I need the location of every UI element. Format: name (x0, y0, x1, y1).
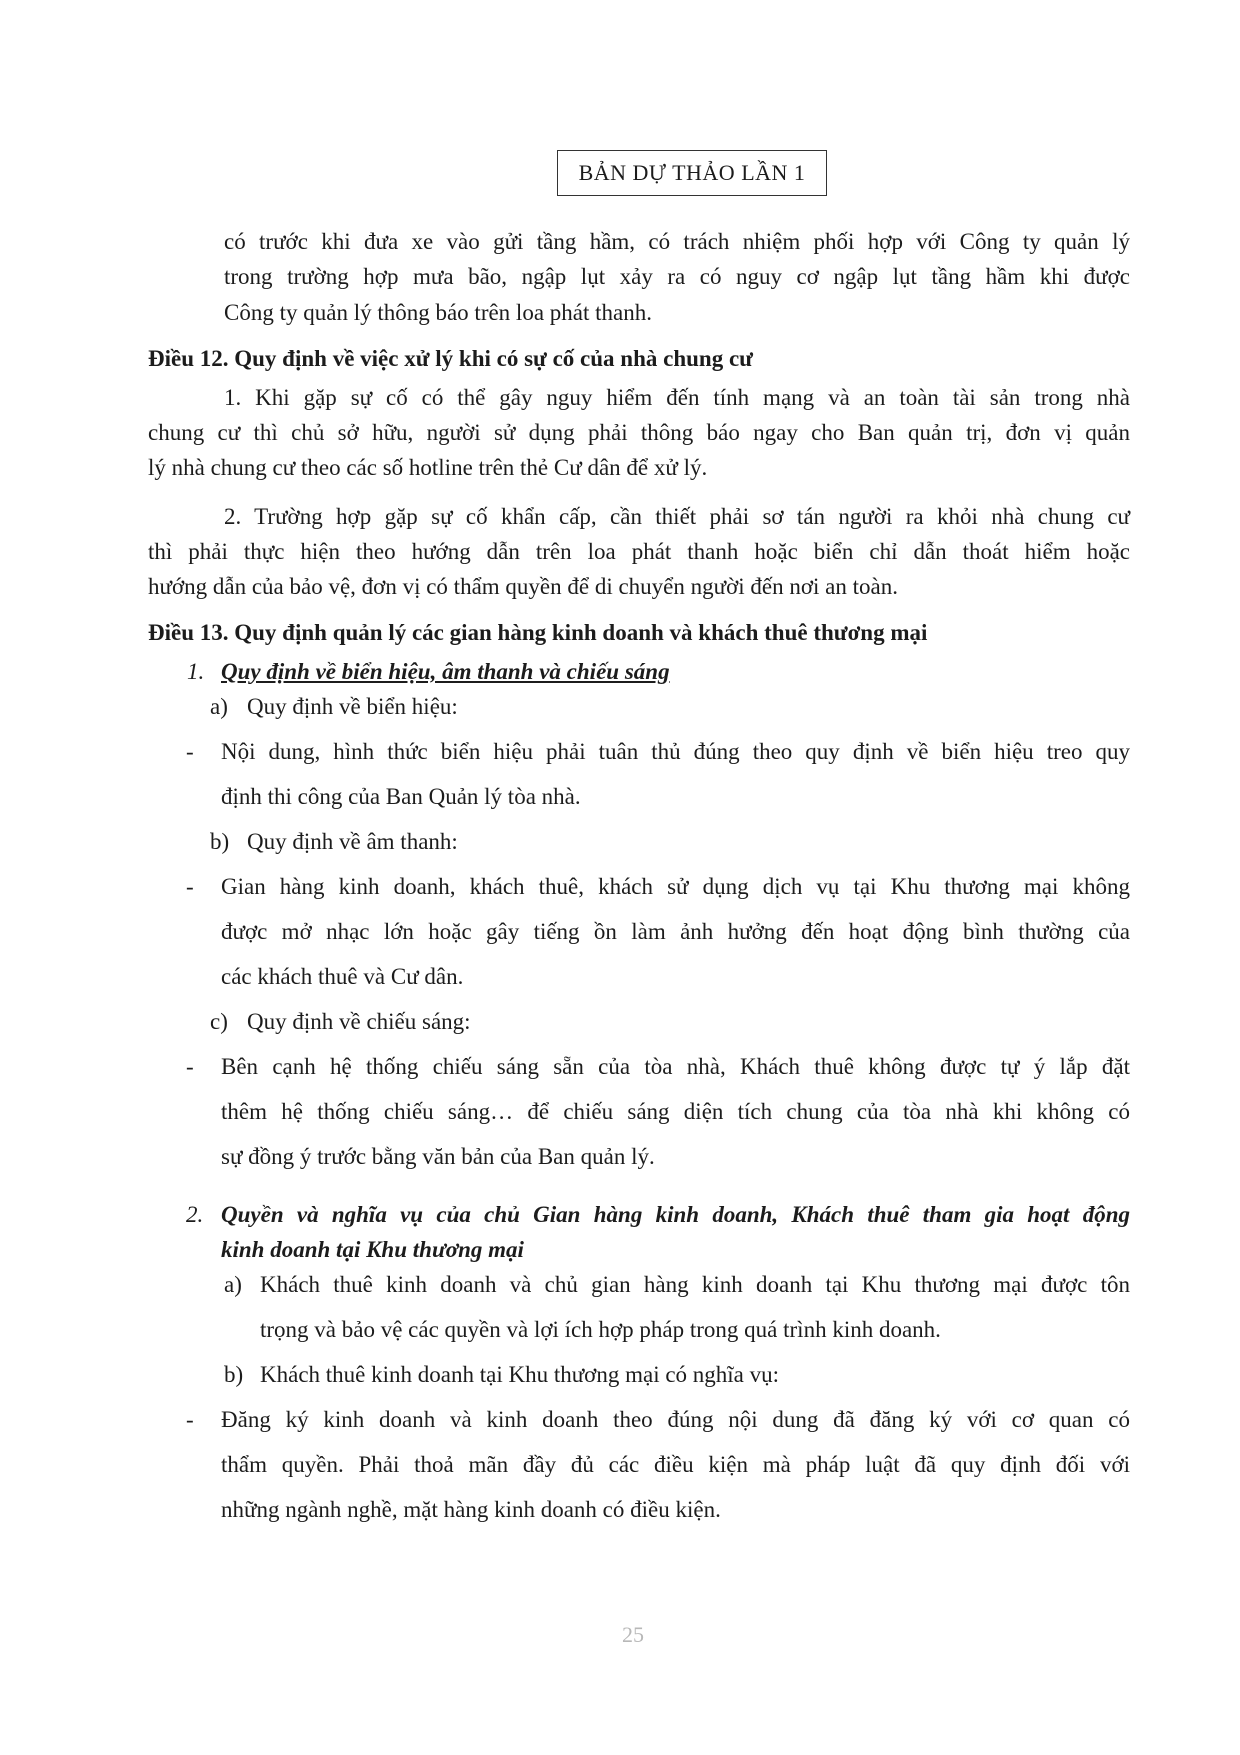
article-12-p2-line-1: 2. Trường hợp gặp sự cố khẩn cấp, cần thiết phải sơ tán người ra khỏi nhà chung cư (224, 504, 1130, 529)
article-13-title: Điều 13. Quy định quản lý các gian hàng kinh doanh và khách thuê thương mại (148, 620, 928, 645)
item-1b-text: Quy định về âm thanh: (247, 829, 458, 854)
item-2b-label: b) (224, 1362, 244, 1387)
article-12-p1-line-1: 1. Khi gặp sự cố có thể gây nguy hiểm đến tính mạng và an toàn tài sản trong nhà (224, 385, 1130, 410)
bullet-1b: - (186, 874, 194, 899)
item-1a-text: Quy định về biển hiệu: (247, 694, 458, 719)
bullet-1c-line-1: Bên cạnh hệ thống chiếu sáng sẵn của tòa nhà, Khách thuê không được tự ý lắp đặt (221, 1054, 1130, 1079)
bullet-1c-line-3: sự đồng ý trước bằng văn bản của Ban quản lý. (221, 1144, 655, 1169)
section-1-heading: Quy định về biển hiệu, âm thanh và chiếu sáng (221, 659, 670, 684)
article-12-p1-line-2: chung cư thì chủ sở hữu, người sử dụng phải thông báo ngay cho Ban quản trị, đơn vị quản (148, 420, 1130, 445)
item-1c-text: Quy định về chiếu sáng: (247, 1009, 471, 1034)
item-2a-label: a) (224, 1272, 242, 1297)
article-12-p2-line-2: thì phải thực hiện theo hướng dẫn trên loa phát thanh hoặc biển chỉ dẫn thoát hiểm hoặc (148, 539, 1130, 564)
bullet-1a-line-1: Nội dung, hình thức biển hiệu phải tuân thủ đúng theo quy định về biển hiệu treo quy (221, 739, 1130, 764)
item-1b-label: b) (210, 829, 230, 854)
bullet-1c: - (186, 1054, 194, 1079)
section-2-heading-line-2: kinh doanh tại Khu thương mại (221, 1237, 524, 1262)
continuation-line-2: trong trường hợp mưa bão, ngập lụt xảy ra có nguy cơ ngập lụt tầng hầm khi được (224, 264, 1130, 289)
item-2b-text: Khách thuê kinh doanh tại Khu thương mại có nghĩa vụ: (260, 1362, 780, 1387)
item-1c-label: c) (210, 1009, 228, 1034)
bullet-2b: - (186, 1407, 194, 1432)
bullet-2b-line-3: những ngành nghề, mặt hàng kinh doanh có điều kiện. (221, 1497, 721, 1522)
continuation-line-1: có trước khi đưa xe vào gửi tầng hầm, có trách nhiệm phối hợp với Công ty quản lý (224, 229, 1130, 254)
article-12-p2-line-3: hướng dẫn của bảo vệ, đơn vị có thẩm quyền để di chuyển người đến nơi an toàn. (148, 574, 898, 599)
bullet-1c-line-2: thêm hệ thống chiếu sáng… để chiếu sáng diện tích chung của tòa nhà khi không có (221, 1099, 1130, 1124)
bullet-1b-line-2: được mở nhạc lớn hoặc gây tiếng ồn làm ảnh hưởng đến hoạt động bình thường của (221, 919, 1130, 944)
article-12-p1-line-3: lý nhà chung cư theo các số hotline trên thẻ Cư dân để xử lý. (148, 455, 708, 480)
article-12-title: Điều 12. Quy định về việc xử lý khi có sự cố của nhà chung cư (148, 346, 753, 371)
continuation-line-3: Công ty quản lý thông báo trên loa phát thanh. (224, 300, 652, 325)
draft-stamp: BẢN DỰ THẢO LẦN 1 (557, 150, 827, 196)
section-2-number: 2. (186, 1202, 204, 1227)
bullet-2b-line-2: thẩm quyền. Phải thoả mãn đầy đủ các điều kiện mà pháp luật đã quy định đối với (221, 1452, 1130, 1477)
bullet-1a-line-2: định thi công của Ban Quản lý tòa nhà. (221, 784, 581, 809)
item-2a-line-1: Khách thuê kinh doanh và chủ gian hàng kinh doanh tại Khu thương mại được tôn (260, 1272, 1130, 1297)
bullet-2b-line-1: Đăng ký kinh doanh và kinh doanh theo đúng nội dung đã đăng ký với cơ quan có (221, 1407, 1130, 1432)
bullet-1a: - (186, 739, 194, 764)
bullet-1b-line-1: Gian hàng kinh doanh, khách thuê, khách sử dụng dịch vụ tại Khu thương mại không (221, 874, 1130, 899)
bullet-1b-line-3: các khách thuê và Cư dân. (221, 964, 464, 989)
page-number: 25 (622, 1622, 644, 1647)
section-1-number: 1. (187, 659, 205, 684)
item-2a-line-2: trọng và bảo vệ các quyền và lợi ích hợp pháp trong quá trình kinh doanh. (260, 1317, 941, 1342)
section-2-heading-line-1: Quyền và nghĩa vụ của chủ Gian hàng kinh doanh, Khách thuê tham gia hoạt động (221, 1202, 1130, 1227)
item-1a-label: a) (210, 694, 228, 719)
